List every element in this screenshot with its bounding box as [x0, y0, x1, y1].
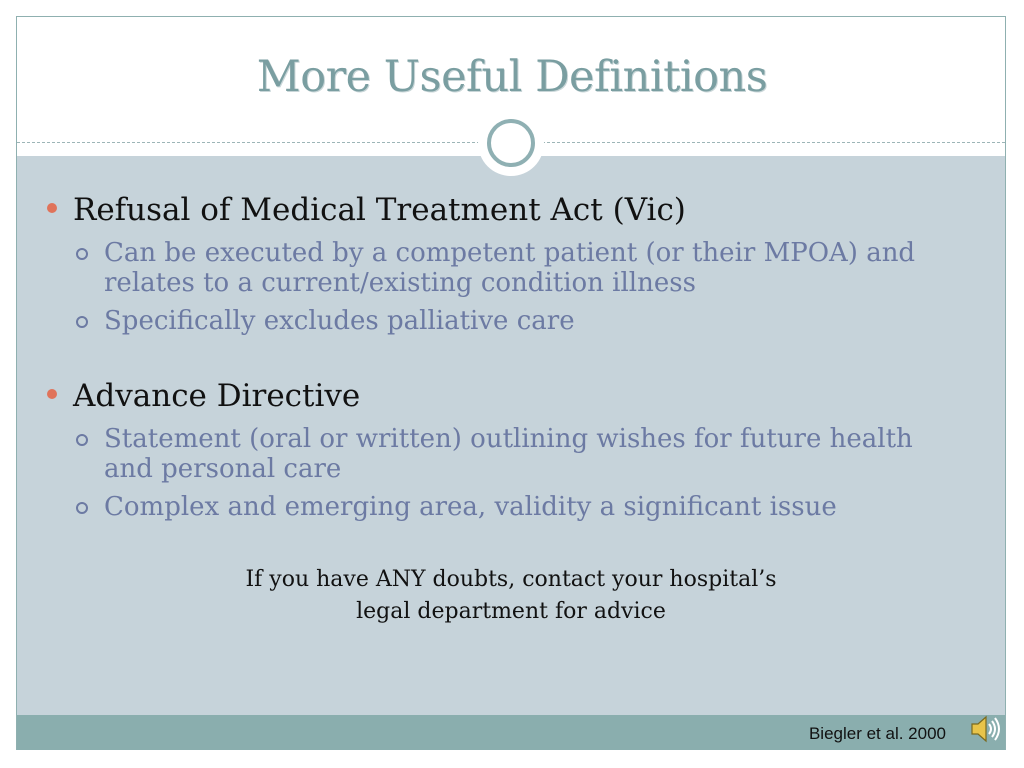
- bullet-item-refusal-act: [47, 192, 686, 228]
- bullet-dot-icon: [47, 389, 57, 399]
- sub-item-line1: Can be executed by a competent patient (or their MPOA) and: [104, 238, 916, 268]
- advice-note-line1: If you have ANY doubts, contact your hospital’s: [245, 567, 777, 592]
- citation: Biegler et al. 2000: [808, 724, 946, 743]
- advice-note: [17, 564, 1005, 628]
- sub-item-executed: [74, 238, 974, 298]
- slide-title: More Useful Definitions: [256, 52, 768, 102]
- hollow-circle-bullet-icon: [76, 248, 88, 260]
- bullet-dot-icon: [47, 203, 57, 213]
- bullet-text: Refusal of Medical Treatment Act (Vic): [73, 192, 686, 228]
- sub-item-line2: relates to a current/existing condition illness: [104, 268, 696, 298]
- hollow-circle-bullet-icon: [76, 316, 88, 328]
- hollow-circle-bullet-icon: [76, 502, 88, 514]
- circle-ornament-icon: [487, 119, 535, 167]
- bullet-item-advance-directive: [47, 378, 360, 414]
- hollow-circle-bullet-icon: [76, 434, 88, 446]
- sub-item-statement: [74, 424, 974, 484]
- sub-item-line1: Statement (oral or written) outlining wishes for future health: [104, 424, 913, 454]
- advice-note-line2: legal department for advice: [356, 599, 666, 624]
- sub-item-line1: Specifically excludes palliative care: [104, 306, 575, 336]
- sub-item-line2: and personal care: [104, 454, 342, 484]
- sub-item-complex: [74, 492, 974, 522]
- bullet-text: Advance Directive: [73, 378, 361, 414]
- speaker-icon[interactable]: [968, 712, 1002, 746]
- sub-item-line1: Complex and emerging area, validity a significant issue: [104, 492, 837, 522]
- sub-item-excludes: [74, 306, 974, 336]
